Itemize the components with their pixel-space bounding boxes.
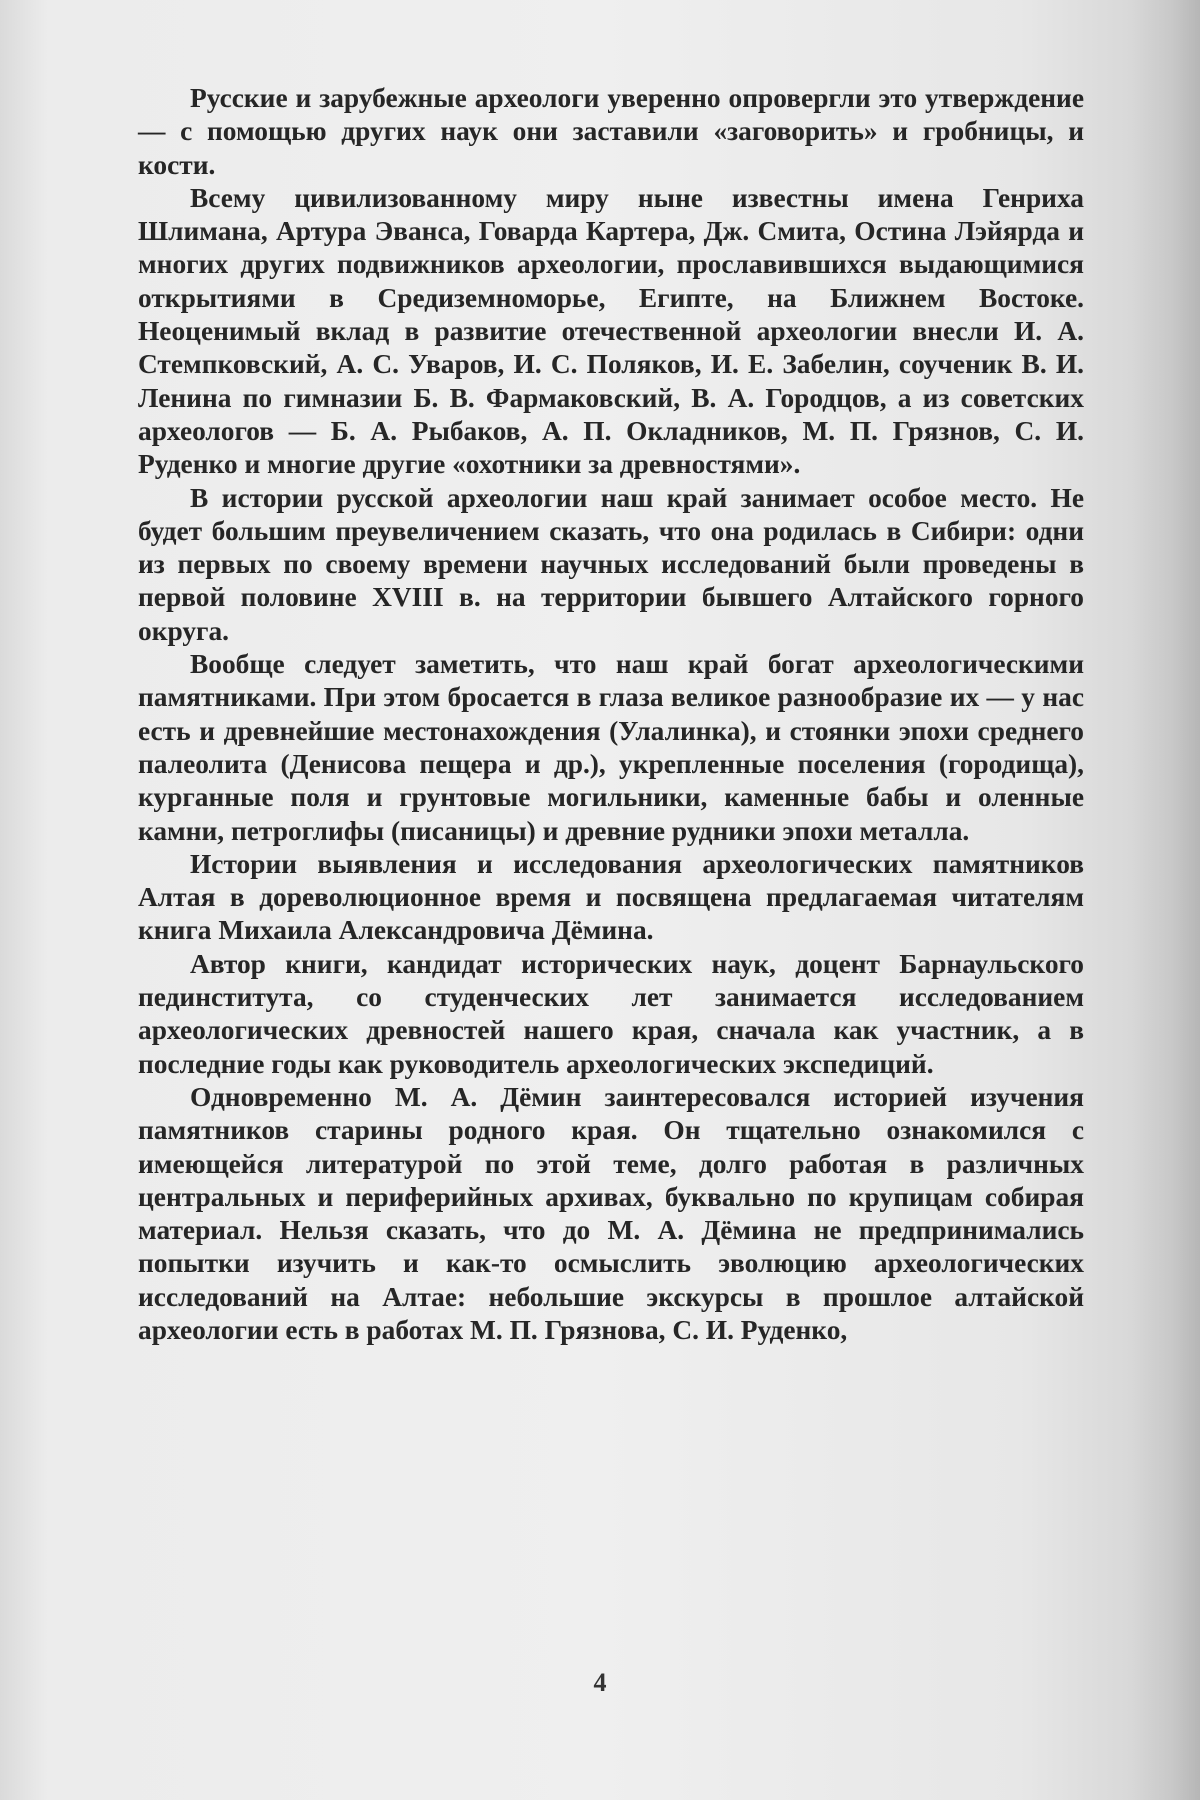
paragraph: Всему цивилизованному миру ныне известны имена Генриха Шлимана, Артура Эванса, Говарда Картера, Дж. Смита, Остина Лэйярда и многих других подвижников археологии, прославившихся выдающимися открытиями в Средиземноморье, Египте, на Ближнем Востоке. Неоценимый вклад в развитие отечественной археологии внесли И. А. Стемпковский, А. С. Уваров, И. С. Поляков, И. Е. Забелин, соученик В. И. Ленина по гимназии Б. В. Фармаковский, В. А. Городцов, а из советских археологов — Б. А. Рыбаков, А. П. Окладников, М. П. Грязнов, С. И. Руденко и многие другие «охотники за древностями».: [138, 182, 1084, 480]
paragraph: Русские и зарубежные археологи уверенно опровергли это утверждение — с помощью других наук они заставили «заговорить» и гробницы, и кости.: [138, 83, 1084, 180]
paragraph: Одновременно М. А. Дёмин заинтересовался историей изучения памятников старины родного края. Он тщательно ознакомился с имеющейся литературой по этой теме, долго работая в различных центральных и периферийных архивах, буквально по крупицам собирая материал. Нельзя сказать, что до М. А. Дёмина не предпринимались попытки изучить и как-то осмыслить эволюцию археологических исследований на Алтае: небольшие экскурсы в прошлое алтайской археологии есть в работах М. П. Грязнова, С. И. Руденко,: [138, 1081, 1084, 1345]
paragraph: В истории русской археологии наш край занимает особое место. Не будет большим преувеличением сказать, что она родилась в Сибири: одни из первых по своему времени научных исследований были проведены в первой половине XVIII в. на территории бывшего Алтайского горного округа.: [138, 482, 1084, 646]
paragraph: Вообще следует заметить, что наш край богат археологическими памятниками. При этом бросается в глаза великое разнообразие их — у нас есть и древнейшие местонахождения (Улалинка), и стоянки эпохи среднего палеолита (Денисова пещера и др.), укрепленные поселения (городища), курганные поля и грунтовые могильники, каменные бабы и оленные камни, петроглифы (писаницы) и древние рудники эпохи металла.: [138, 649, 1084, 846]
body-text: [138, 82, 1084, 1347]
page-edge-shadow: [1130, 0, 1200, 1800]
paragraph: Истории выявления и исследования археологических памятников Алтая в дореволюционное время и посвящена предлагаемая читателям книга Михаила Александровича Дёмина.: [138, 848, 1084, 946]
paragraph: Автор книги, кандидат исторических наук, доцент Барнаульского пединститута, со студенческих лет занимается исследованием археологических древностей нашего края, сначала как участник, а в последние годы как руководитель археологических экспедиций.: [138, 948, 1084, 1079]
page-number: 4: [593, 1668, 607, 1697]
